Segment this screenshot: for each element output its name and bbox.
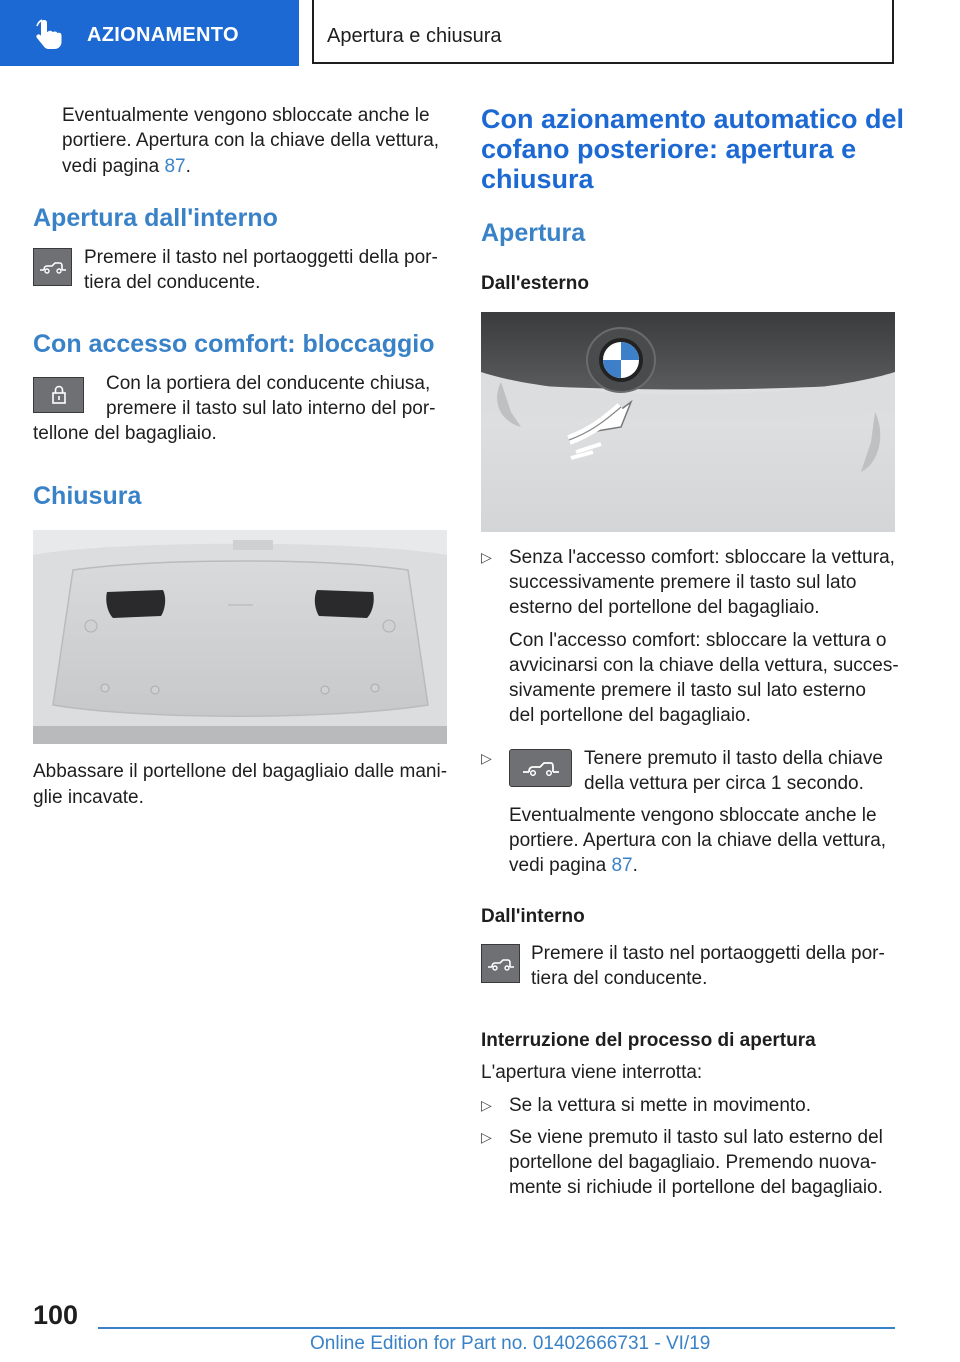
intro-line: portiere. Apertura con la chiave della vettura, [62, 130, 440, 151]
bullet-line: esterno del portellone del bagagliaio. [509, 597, 820, 618]
trunk-interior-photo [33, 530, 447, 744]
trunk-button-icon [33, 248, 72, 286]
intro-line [62, 154, 191, 179]
edition-text: Online Edition for Part no. 01402666731 - VI/19 [310, 1333, 711, 1354]
section-title-line: Con azionamento automatico del [481, 104, 905, 134]
bullet-icon: ▷ [481, 1097, 492, 1113]
car-trunk-icon [486, 957, 516, 971]
bullet-line: Tenere premuto il tasto della chiave [584, 748, 883, 769]
sub-heading-interruzione: Interruzione del processo di apertura [481, 1030, 816, 1051]
footer-divider [98, 1327, 895, 1329]
car-trunk-icon [38, 260, 68, 274]
intro-line: Eventualmente vengono sbloccate anche le [62, 105, 430, 126]
sub-heading-esterno: Dall'esterno [481, 273, 589, 294]
section-tab[interactable] [0, 0, 299, 66]
bullet-line: sivamente premere il tasto sul lato esterno [509, 680, 866, 701]
bullet-line: Senza l'accesso comfort: sbloccare la vettura, [509, 547, 895, 568]
topic-header [312, 0, 894, 64]
comfort-line: premere il tasto sul lato interno del por- [106, 398, 436, 419]
bullet-line: Eventualmente vengono sbloccate anche le [509, 805, 877, 826]
trunk-button-icon [481, 944, 520, 983]
bullet-icon: ▷ [481, 750, 492, 766]
bullet-line: portiere. Apertura con la chiave della vettura, [509, 830, 887, 851]
heading-apertura: Apertura [481, 219, 586, 247]
chiusura-line: glie incavate. [33, 787, 144, 808]
heading-chiusura: Chiusura [33, 482, 142, 510]
bullet-line: Se la vettura si mette in movimento. [509, 1095, 812, 1116]
topic-title: Apertura e chiusura [327, 25, 502, 47]
comfort-line: tellone del bagagliaio. [33, 423, 217, 444]
interno-line: tiera del conducente. [84, 272, 261, 293]
bullet-line: portellone del bagagliaio. Premendo nuova- [509, 1152, 877, 1173]
page-number: 100 [33, 1300, 79, 1330]
interno-line: Premere il tasto nel portaoggetti della por- [531, 943, 885, 964]
car-trunk-icon [521, 760, 561, 776]
page-link[interactable]: 87 [611, 855, 633, 876]
bullet-line: mente si richiude il portellone del bagagliaio. [509, 1177, 883, 1198]
bullet-line [509, 853, 638, 878]
bullet-icon: ▷ [481, 1129, 492, 1145]
page-link[interactable]: 87 [164, 156, 186, 177]
interno-line: Premere il tasto nel portaoggetti della por- [84, 247, 438, 268]
bullet-period: . [632, 855, 638, 876]
heading-apertura-interno: Apertura dall'interno [33, 204, 278, 232]
comfort-line: Con la portiera del conducente chiusa, [106, 373, 431, 394]
sub-heading-interno: Dall'interno [481, 906, 585, 927]
bullet-line: del portellone del bagagliaio. [509, 705, 751, 726]
bullet-line: Con l'accesso comfort: sbloccare la vettura o [509, 630, 887, 651]
key-trunk-button-icon [509, 749, 572, 787]
hand-pointer-icon [34, 18, 64, 50]
trunk-exterior-photo [481, 312, 895, 532]
lock-icon [50, 385, 68, 405]
section-title-line: cofano posteriore: apertura e [481, 134, 857, 164]
bullet-line: avvicinarsi con la chiave della vettura, succes- [509, 655, 899, 676]
bullet-line: della vettura per circa 1 secondo. [584, 773, 864, 794]
intro-period: . [185, 156, 191, 177]
bullet-icon: ▷ [481, 549, 492, 565]
section-label: AZIONAMENTO [87, 24, 239, 46]
interruzione-intro: L'apertura viene interrotta: [481, 1062, 703, 1083]
heading-comfort: Con accesso comfort: bloccaggio [33, 330, 435, 358]
interno-line: tiera del conducente. [531, 968, 708, 989]
chiusura-line: Abbassare il portellone del bagagliaio dalle mani- [33, 761, 448, 782]
section-title-line: chiusura [481, 164, 594, 194]
bullet-line: successivamente premere il tasto sul lato [509, 572, 857, 593]
intro-text: vedi pagina [62, 156, 160, 177]
lock-button-icon [33, 377, 84, 413]
bullet-line: Se viene premuto il tasto sul lato esterno del [509, 1127, 883, 1148]
bullet-text: vedi pagina [509, 855, 607, 876]
